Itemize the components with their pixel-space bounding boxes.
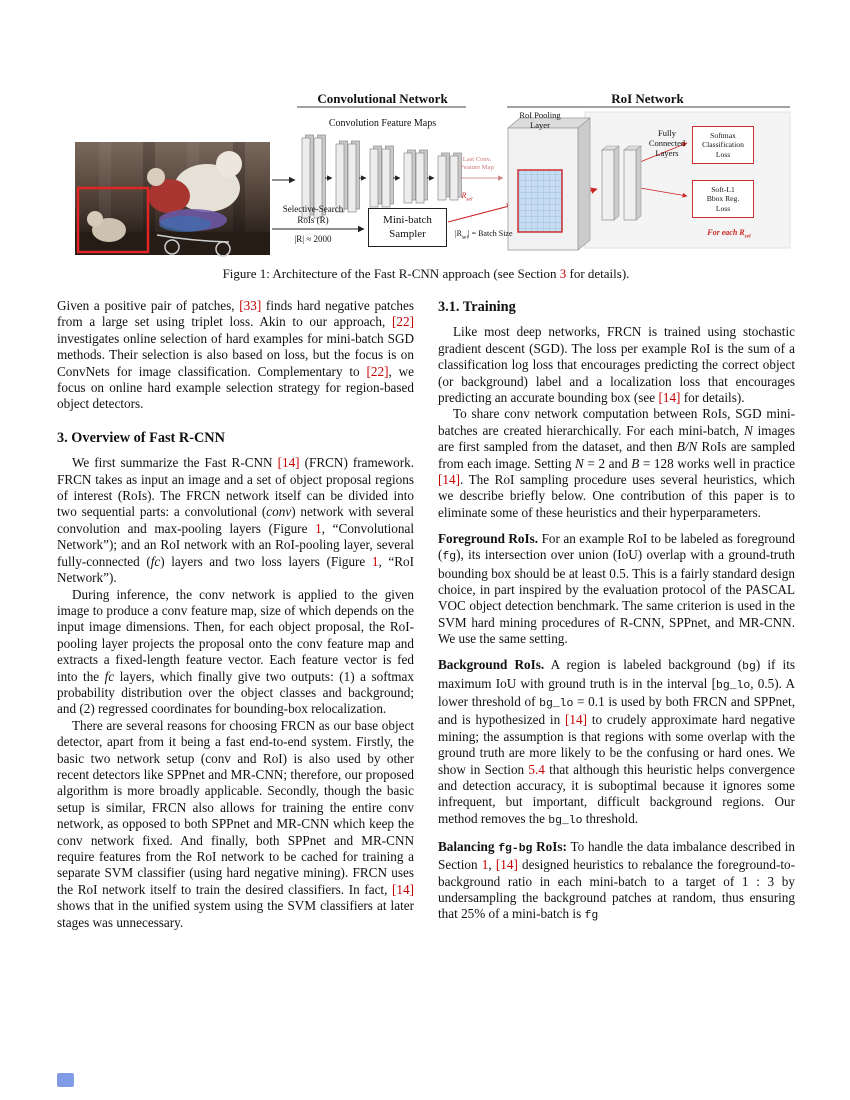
conv-feature-maps-label: Convolution Feature Maps	[328, 118, 437, 129]
citation-link[interactable]: 1	[315, 520, 322, 536]
citation-link[interactable]: [14]	[277, 455, 300, 471]
for-each-rsel-label: For each $R_{sel}$	[707, 228, 751, 240]
right-column	[438, 298, 795, 925]
citation-link[interactable]: [14]	[565, 712, 587, 728]
citation-link[interactable]: 1	[481, 857, 489, 873]
paragraph-balancing-rois: Balancing fg-bg RoIs: To handle the data imbalance described in Section 1, [14] designed heuristics to rebalance the foreground-to-background ratio in each mini-batch to a target of 1 : 3 by undersampling the background patches at random, thus ensuring that 25% of a mini-batch is fg	[438, 838, 795, 923]
paragraph: We first summarize the Fast R-CNN [14] (FRCN) framework. FRCN takes as input an image and a set of object proposal regions of interest (RoIs). The FRCN network itself can be divided into two sequential parts: a convolutional (conv) network with several convolution and max-pooling layers (Figure 1, “Convolutional Network”); and an RoI network with an RoI-pooling layer, several fully-connected (fc) layers and two loss layers (Figure 1, “RoI Network”).	[57, 455, 414, 586]
left-column	[57, 298, 414, 931]
fully-connected-label: Fully Connected Layers	[648, 128, 686, 158]
rsel-arrow-label: $R_{sel}$	[461, 191, 473, 203]
citation-link[interactable]: [14]	[658, 390, 681, 406]
paragraph: To share conv network computation between RoIs, SGD mini-batches are created hierarchically. For each mini-batch, N images are first sampled from the dataset, and then B/N RoIs are sampled from each image. Setting N = 2 and B = 128 works well in practice [14]. The RoI sampling procedure uses several heuristics, which we describe briefly below. One contribution of this paper is to eliminate some of these heuristics and their hyperparameters.	[438, 406, 796, 520]
citation-link[interactable]: [22]	[366, 363, 389, 379]
citation-link[interactable]: [14]	[392, 881, 414, 897]
roi-pooling-layer-label: RoI Pooling Layer	[519, 110, 561, 130]
batch-size-label: $|R_{sel}|$ = Batch Size	[455, 229, 513, 241]
figure-1-caption: Figure 1: Architecture of the Fast R-CNN approach (see Section 3 for details).	[222, 266, 630, 281]
bbox-loss-box: Soft-L1 Bbox Reg. Loss	[692, 180, 754, 218]
paragraph-foreground-rois: Foreground RoIs. For an example RoI to be labeled as foreground (fg), its intersection over union (IoU) overlap with a ground-truth bounding box should be at least 0.5. This is a fairly standard design choice, in part inspired by the evaluation protocol of the PASCAL VOC object detection benchmark. The same criterion is used in the SVM hard mining procedures of R-CNN, SPPnet, and MR-CNN. We use the same setting.	[438, 530, 795, 647]
r-count-label: |R| ≈ 2000	[294, 234, 332, 244]
paragraph: There are several reasons for choosing FRCN as our base object detector, apart from it being a fast end-to-end system. Firstly, the basic two network setup (conv and RoI) is also used by other recent detectors like SPPnet and MR-CNN; therefore, our proposed algorithm is more broadly applicable. Secondly, though the basic setup is similar, FRCN also allows for training the entire conv network, as opposed to both SPPnet and MR-CNN which keep the conv network fixed. And finally, both SPPnet and MR-CNN require features from the RoI network to be cached for training a separate SVM classifier (using hard negative mining). FRCN uses the RoI network itself to train the desired classifiers. In fact, [14] shows that in the unified system using the SVM classifiers at later stages was unnecessary.	[57, 717, 414, 930]
softmax-loss-box: Softmax Classification Loss	[692, 126, 754, 164]
citation-link[interactable]: 5.4	[528, 761, 545, 777]
citation-link[interactable]: [14]	[495, 857, 518, 873]
roi-pooling-region	[518, 170, 562, 232]
roi-network-title: RoI Network	[611, 91, 684, 106]
paragraph: Like most deep networks, FRCN is trained using stochastic gradient descent (SGD). The loss per example RoI is the sum of a classification log loss that encourages predicting the correct object (or background) label and a localization loss that encourages predicting an accurate bounding box (see [14] for details).	[438, 324, 795, 406]
margin-artifact	[57, 1073, 74, 1087]
citation-link[interactable]: [22]	[392, 314, 414, 330]
selective-search-label: Selective-Search RoIs (R)	[282, 204, 344, 225]
paragraph: During inference, the conv network is applied to the given image to produce a conv feature map, size of which depends on the input image dimensions. Then, for each object proposal, the RoI-pooling layer projects the proposal onto the conv feature map and extracts a fixed-length feature vector. Each feature vector is fed into the fc layers, which finally give two outputs: (1) a softmax probability distribution over the object classes and background; and (2) regressed coordinates for bounding-box relocalization.	[57, 586, 414, 717]
citation-link[interactable]: 3	[559, 266, 567, 281]
conv-network-title: Convolutional Network	[317, 91, 448, 106]
section-3-heading: 3. Overview of Fast R-CNN	[57, 429, 225, 446]
paragraph: Given a positive pair of patches, [33] finds hard negative patches from a large set using triplet loss. Akin to our approach, [22] investigates online selection of hard examples for mini-batch SGD methods. Their selection is also based on loss, but the focus is on ConvNets for image classification. Complementary to [22], we focus on online hard example selection strategy for region-based object detectors.	[57, 298, 414, 412]
mini-batch-sampler-box: Mini-batch Sampler	[368, 208, 447, 247]
citation-link[interactable]: [14]	[438, 472, 460, 488]
citation-link[interactable]: 1	[371, 553, 379, 569]
input-image-photo	[75, 142, 270, 256]
section-3-1-heading: 3.1. Training	[438, 299, 516, 315]
citation-link[interactable]: [33]	[239, 298, 262, 313]
last-conv-label: Last Conv. Feature Map	[460, 156, 494, 171]
paragraph-background-rois: Background RoIs. A region is labeled background (bg) if its maximum IoU with ground truth is in the interval [bg_lo, 0.5). A lower threshold of bg_lo = 0.1 is used by both FRCN and SPPnet, and is hypothesized in [14] to crudely approximate hard negative mining; the assumption is that regions with some overlap with the ground truth are more likely to be the confusing or hard ones. We show in Section 5.4 that although this heuristic helps convergence and detection accuracy, it is suboptimal because it ignores some infrequent, but important, difficult background regions. Our method removes the bg_lo threshold.	[438, 657, 795, 827]
